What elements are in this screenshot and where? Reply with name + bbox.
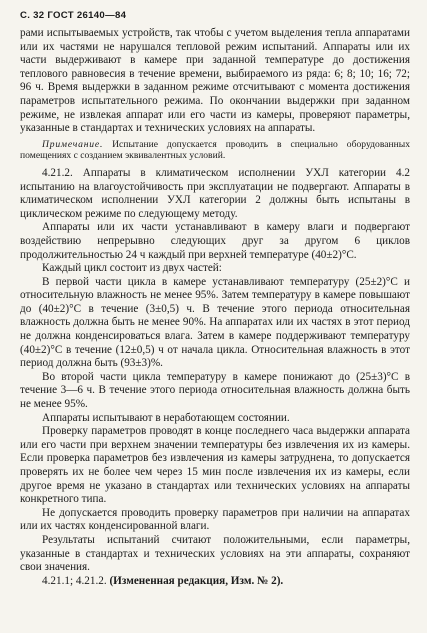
paragraph-amendment [20, 575, 410, 589]
amendment-note: (Измененная редакция, Изм. № 2). [109, 574, 284, 587]
paragraph-humidity-chamber: Аппараты или их части устанавливают в камеру влаги и подвергают воздействию непрерывно следующих друг за другом 6 циклов продолжительностью 24 ч каждый при верхней температуре (40±2)°С. [20, 221, 410, 261]
paragraph-condensation: Не допускается проводить проверку параметров при наличии на аппаратах или их частях конденсированной влаги. [20, 506, 410, 533]
paragraph-continuation: рами испытываемых устройств, так чтобы с учетом выделения тепла аппаратами или их частями не нарушался тепловой режим испытаний. Аппараты или их части выдерживают в камере при заданной температуре до достижения теплового равновесия в течение времени, выбираемого из ряда: 6; 8; 10; 16; 72; 96 ч. Время выдержки в заданном режиме отсчитывают с момента достижения параметров испытательного режима. По окончании выдержки при заданном режиме, не извлекая аппарат или его части из камеры, проверяют параметры, указанные в стандартах и технических условиях на аппараты. [20, 27, 410, 135]
note [20, 139, 410, 162]
note-text: Испытание допускается проводить в специально оборудованных помещениях с созданием эквивалентных условий. [20, 138, 410, 162]
note-label: Примечание. [42, 138, 104, 150]
paragraph-first-part: В первой части цикла в камере устанавливают температуру (25±2)°С и относительную влажность не менее 95%. Затем температуру в камере повышают до (40±2)°С в течение (3±0,5) ч. В течение этого периода относительная влажность должна быть не менее 90%. На аппаратах или их частях в этот период не должна конденсироваться влага. Затем в камере поддерживают температуру (40±2)°С в течение (12±0,5) ч от начала цикла. Относительная влажность в этот период должна быть (93±3)%. [20, 275, 410, 370]
paragraph-cycle-parts: Каждый цикл состоит из двух частей: [42, 262, 222, 275]
paragraph-parameter-check: Проверку параметров проводят в конце последнего часа выдержки аппарата или его части при верхнем значении температуры без извлечения их из камеры. Если проверка параметров без извлечения из камеры затруднена, то допускается проверять их не более чем через 15 мин после извлечения их из камеры, если другое время не указано в стандартах или технических условиях на аппараты конкретного типа. [20, 425, 410, 506]
paragraph-non-operating: Аппараты испытывают в неработающем состоянии. [42, 411, 290, 424]
paragraph-results: Результаты испытаний считают положительными, если параметры, указанные в стандартах и технических условиях на эти аппараты, сохраняют свои значения. [20, 533, 410, 574]
paragraph-second-part: Во второй части цикла температуру в камере понижают до (25±3)°С в течение 3—6 ч. В течение этого периода относительная влажность должна быть не менее 95%. [20, 370, 410, 411]
amendment-ref: 4.21.1; 4.21.2. [42, 574, 107, 587]
paragraph-4-21-2: 4.21.2. Аппараты в климатическом исполнении УХЛ категории 4.2 испытанию на влагоустойчивость при эксплуатации не подвергают. Аппараты в климатическом исполнении УХЛ категории 2 должны быть испытаны в циклическом режиме по следующему методу. [20, 166, 410, 220]
page-header: С. 32 ГОСТ 26140—84 [20, 10, 127, 21]
